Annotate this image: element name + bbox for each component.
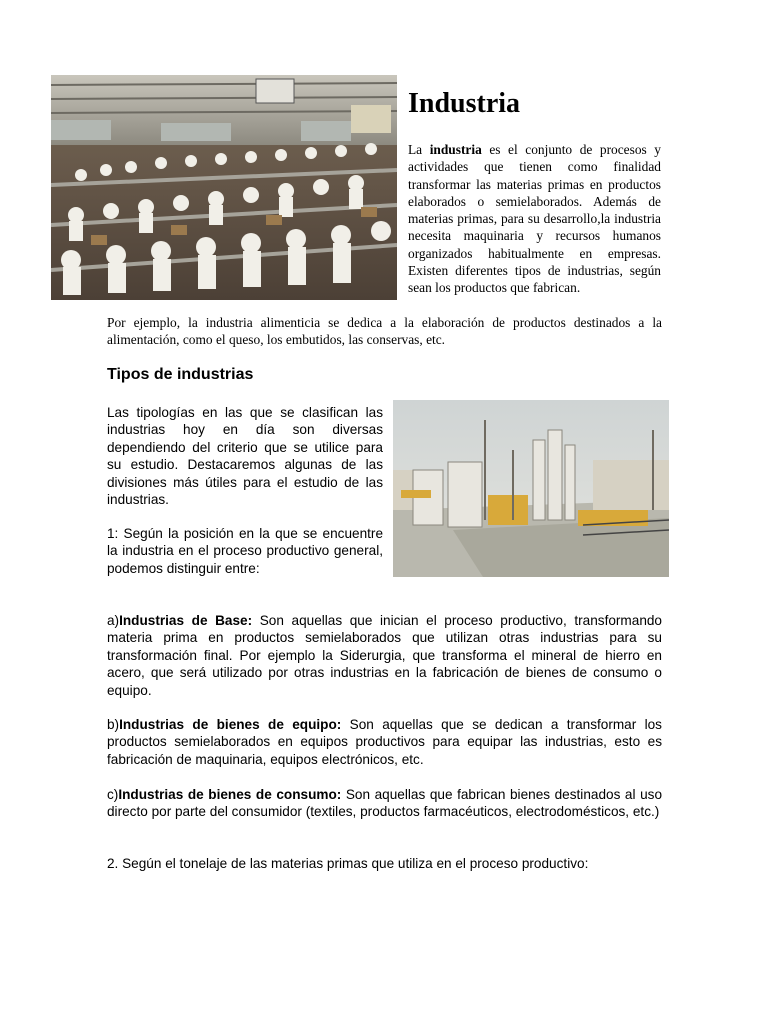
intro-term: industria (429, 142, 482, 157)
page-title: Industria (408, 88, 521, 119)
base-industries-term: Industrias de Base: (119, 613, 253, 628)
position-criteria-paragraph: 1: Según la posición en la que se encuentre la industria en el proceso productivo general, podemos distinguir entre: (107, 526, 383, 576)
intro-paragraph: La industria es el conjunto de procesos y actividades que tienen como finalidad transformar las materias primas en productos elaborados o semielaborados. Además de materias primas, para su desarrollo,la industria necesita maquinaria y recursos humanos organizados habitualmente en empresas. Existen diferentes tipos de industrias, según sean los productos que fabrican. (408, 142, 661, 296)
consumer-industries-term: Industrias de bienes de consumo: (118, 787, 342, 802)
intro-paragraph-continued: Por ejemplo, la industria alimenticia se dedica a la elaboración de productos destinados a la alimentación, como el queso, los embutidos, las conservas, etc. (107, 315, 662, 348)
refinery-photo (393, 400, 669, 577)
tonnage-criteria-paragraph: 2. Según el tonelaje de las materias primas que utiliza en el proceso productivo: (107, 856, 589, 871)
equipment-industries-paragraph: b)Industrias de bienes de equipo: Son aquellas que se dedican a transformar los productos semielaborados en equipos productivos para equipar las industrias, esto es fabricación de maquinaria, equipos electrónicos, etc. (107, 717, 662, 767)
equipment-industries-term: Industrias de bienes de equipo: (119, 717, 342, 732)
factory-photo (51, 75, 397, 300)
types-intro-paragraph: Las tipologías en las que se clasifican las industrias hoy en día son diversas dependiendo del criterio que se utilice para su estudio. Destacaremos algunas de las divisiones más útiles para el estudio de las industrias. (107, 405, 383, 508)
consumer-industries-paragraph: c)Industrias de bienes de consumo: Son aquellas que fabrican bienes destinados al uso directo por parte del consumidor (textiles, productos farmacéuticos, electrodomésticos, etc.) (107, 787, 662, 820)
section-heading: Tipos de industrias (107, 366, 254, 383)
base-industries-paragraph: a)Industrias de Base: Son aquellas que inician el proceso productivo, transformando materia prima en productos semielaborados que utilizan otras industrias para su transformación final. Por ejemplo la Siderurgia, que transforma el mineral de hierro en acero, que será utilizado por otras industrias en la fabricación de bienes de consumo o equipo. (107, 613, 662, 698)
